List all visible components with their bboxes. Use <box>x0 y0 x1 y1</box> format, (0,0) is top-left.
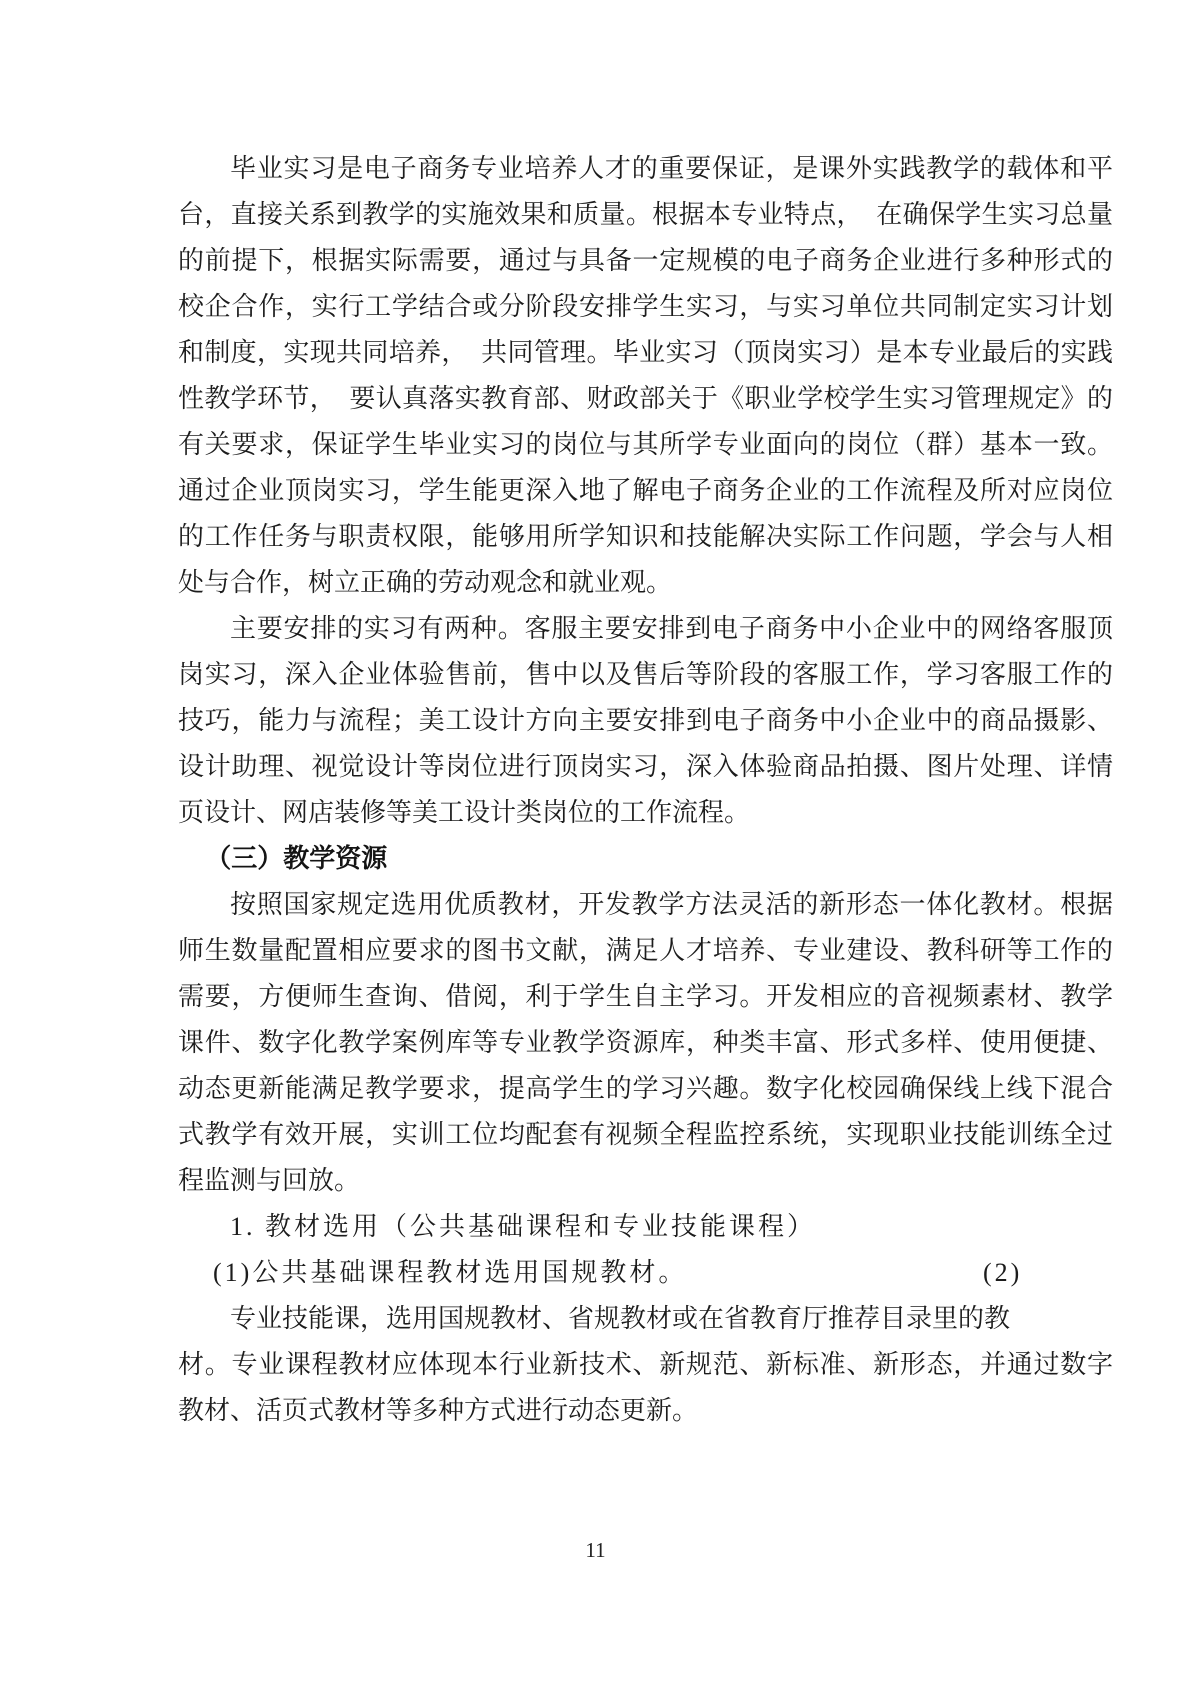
document-body <box>178 146 1113 1434</box>
numbered-item-line <box>178 1250 1113 1296</box>
tail-paragraph-line: 教材、活页式教材等多种方式进行动态更新。 <box>178 1396 699 1425</box>
tail-paragraph-line: 专业技能课，选用国规教材、省规教材或在省教育厅推荐目录里的教 <box>230 1304 1011 1333</box>
paragraph-professional-skill-textbooks <box>178 1296 1113 1434</box>
section-heading-teaching-resources: （三）教学资源 <box>205 844 388 873</box>
paragraph-teaching-resources: 按照国家规定选用优质教材，开发教学方法灵活的新形态一体化教材。根据师生数量配置相应要求的图书文献，满足人才培养、专业建设、教科研等工作的需要，方便师生查询、借阅，利于学生自主学习。开发相应的音视频素材、教学课件、数字化教学案例库等专业教学资源库，种类丰富、形式多样、使用便捷、动态更新能满足教学要求，提高学生的学习兴趣。数字化校园确保线上线下混合式教学有效开展，实训工位均配套有视频全程监控系统，实现职业技能训练全过程监测与回放。 <box>178 890 1113 1195</box>
page-number: 11 <box>585 1538 606 1562</box>
paragraph-internship-arrangement-types: 主要安排的实习有两种。客服主要安排到电子商务中小企业中的网络客服顶岗实习，深入企业体验售前，售中以及售后等阶段的客服工作，学习客服工作的技巧，能力与流程；美工设计方向主要安排到电子商务中小企业中的商品摄影、设计助理、视觉设计等岗位进行顶岗实习，深入体验商品拍摄、图片处理、详情页设计、网店装修等美工设计类岗位的工作流程。 <box>178 614 1113 827</box>
numbered-item-text: (1)公共基础课程教材选用国规教材。 <box>213 1258 688 1287</box>
tail-paragraph-line: 材。专业课程教材应体现本行业新技术、新规范、新标准、新形态，并通过数字 <box>178 1350 1113 1379</box>
paragraph-graduation-internship-overview: 毕业实习是电子商务专业培养人才的重要保证，是课外实践教学的载体和平台，直接关系到教学的实施效果和质量。根据本专业特点， 在确保学生实习总量的前提下，根据实际需要，通过与具备一定规模的电子商务企业进行多种形式的校企合作，实行工学结合或分阶段安排学生实习，与实习单位共同制定实习计划和制度，实现共同培养， 共同管理。毕业实习（顶岗实习）是本专业最后的实践性教学环节， 要认真落实教育部、财政部关于《职业学校学生实习管理规定》的有关要求，保证学生毕业实习的岗位与其所学专业面向的岗位（群）基本一致。通过企业顶岗实习，学生能更深入地了解电子商务企业的工作流程及所对应岗位的工作任务与职责权限，能够用所学知识和技能解决实际工作问题，学会与人相处与合作，树立正确的劳动观念和就业观。 <box>178 154 1113 597</box>
right-margin-number-marker: (2) <box>983 1258 1023 1287</box>
list-item-textbook-selection: 1. 教材选用（公共基础课程和专业技能课程） <box>230 1212 817 1241</box>
